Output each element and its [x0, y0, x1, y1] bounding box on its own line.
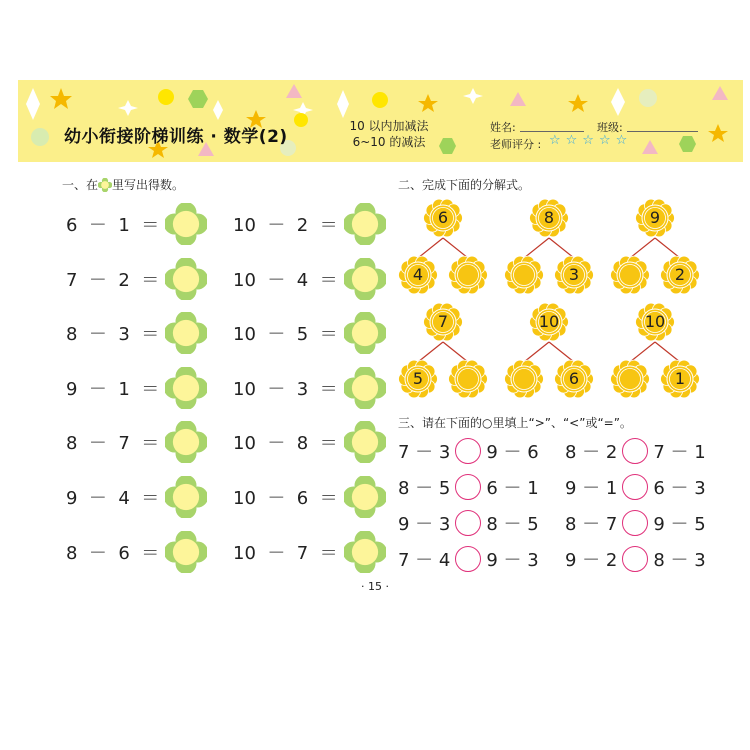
answer-circle[interactable]: [455, 438, 481, 464]
section1-title-prefix: 一、在: [62, 178, 99, 192]
answer-flower[interactable]: [344, 421, 386, 463]
comparison-left: 7 － 4: [398, 550, 451, 571]
answer-circle[interactable]: [622, 546, 648, 572]
comparison-right: 6 － 3: [653, 478, 706, 499]
tree-node-number: 9: [649, 208, 661, 227]
equation-row: [66, 477, 207, 517]
tree-node-number: 10: [538, 312, 560, 331]
subtitle-line1: 10 以内加减法: [349, 119, 429, 133]
equation-text: 9 － 1 ＝: [66, 378, 160, 400]
comparison-row: [398, 508, 539, 538]
equation-row: [66, 368, 207, 408]
equation-row: [66, 532, 207, 572]
comparison-left: 8 － 7: [565, 514, 618, 535]
equation-text: 10 － 6 ＝: [233, 488, 338, 509]
tree-left-node: [398, 359, 438, 399]
tree-node-number: [448, 359, 488, 399]
answer-flower[interactable]: [344, 367, 386, 409]
flower-icon: [98, 178, 112, 192]
section2-title: 二、完成下面的分解式。: [398, 178, 531, 192]
answer-flower[interactable]: [344, 203, 386, 245]
comparison-row: [565, 508, 706, 538]
tree-node-number: [610, 359, 650, 399]
answer-flower[interactable]: [344, 258, 386, 300]
equation-text: 6 － 1 ＝: [66, 215, 160, 236]
comparison-row: [398, 436, 539, 466]
equation-row: [66, 422, 207, 462]
answer-flower[interactable]: [165, 258, 207, 300]
equation-text: 8 － 3 ＝: [66, 324, 160, 346]
name-label: 姓名:: [490, 121, 516, 134]
equation-row: [66, 259, 207, 299]
comparison-right: 6 － 1: [486, 478, 539, 499]
score-label: 老师评分 :: [490, 138, 542, 151]
tree-top-node: [529, 302, 569, 342]
equation-text: 10 － 4 ＝: [233, 269, 338, 291]
comparison-row: [398, 472, 539, 502]
section1-title: [62, 176, 184, 193]
equation-row: [233, 259, 386, 299]
answer-circle[interactable]: [622, 510, 648, 536]
answer-circle[interactable]: [622, 438, 648, 464]
equation-text: 8 － 6 ＝: [66, 542, 160, 564]
answer-flower[interactable]: [165, 476, 207, 518]
tree-left-node[interactable]: [610, 255, 650, 295]
subtitle-line2: 6~10 的减法: [352, 135, 426, 149]
tree-node-number: 5: [412, 369, 424, 388]
class-line[interactable]: [627, 131, 698, 132]
equation-text: 10 － 7 ＝: [233, 542, 338, 564]
tree-node-number: 10: [644, 312, 666, 331]
equation-row: [233, 477, 386, 517]
comparison-row: [398, 544, 539, 574]
page-number: · 15 ·: [361, 580, 389, 593]
tree-node-number: 6: [568, 369, 580, 388]
comparison-right: 9 － 6: [486, 442, 539, 463]
section3-title: 三、请在下面的○里填上“>”、“<”或“=”。: [398, 416, 632, 430]
comparison-left: 9 － 2: [565, 550, 618, 571]
comparison-left: 8 － 5: [398, 478, 451, 499]
comparison-left: 7 － 3: [398, 442, 451, 463]
tree-node-number: 7: [437, 312, 449, 331]
page-title: 幼小衔接阶梯训练 · 数学(2): [64, 127, 288, 147]
tree-right-node[interactable]: [448, 255, 488, 295]
tree-right-node: [660, 255, 700, 295]
answer-flower[interactable]: [165, 203, 207, 245]
tree-node-number: 2: [674, 265, 686, 284]
tree-right-node: [554, 359, 594, 399]
answer-circle[interactable]: [455, 474, 481, 500]
comparison-right: 7 － 1: [653, 442, 706, 463]
comparison-right: 9 － 3: [486, 550, 539, 571]
tree-top-node: [423, 302, 463, 342]
tree-node-number: 1: [674, 369, 686, 388]
answer-flower[interactable]: [165, 312, 207, 354]
tree-left-node[interactable]: [504, 255, 544, 295]
tree-top-node: [423, 198, 463, 238]
tree-node-number: 4: [412, 265, 424, 284]
tree-top-node: [529, 198, 569, 238]
comparison-row: [565, 472, 706, 502]
comparison-row: [565, 544, 706, 574]
answer-flower[interactable]: [344, 531, 386, 573]
tree-right-node: [554, 255, 594, 295]
answer-flower[interactable]: [344, 476, 386, 518]
equation-text: 9 － 4 ＝: [66, 488, 160, 509]
comparison-right: 9 － 5: [653, 514, 706, 535]
answer-circle[interactable]: [455, 510, 481, 536]
equation-row: [233, 204, 386, 244]
answer-circle[interactable]: [622, 474, 648, 500]
section1-title-suffix: 里写出得数。: [112, 178, 185, 192]
tree-left-node: [398, 255, 438, 295]
tree-right-node: [660, 359, 700, 399]
equation-row: [66, 204, 207, 244]
tree-node-number: 3: [568, 265, 580, 284]
class-label: 班级:: [597, 121, 623, 134]
score-stars[interactable]: ☆☆☆☆☆: [549, 133, 633, 148]
comparison-right: 8 － 5: [486, 514, 539, 535]
equation-row: [233, 313, 386, 353]
answer-flower[interactable]: [344, 312, 386, 354]
equation-text: 10 － 2 ＝: [233, 215, 338, 236]
equation-text: 10 － 8 ＝: [233, 433, 338, 455]
tree-node-number: [448, 255, 488, 295]
answer-circle[interactable]: [455, 546, 481, 572]
answer-flower[interactable]: [165, 367, 207, 409]
tree-top-node: [635, 302, 675, 342]
answer-flower[interactable]: [165, 421, 207, 463]
equation-text: 8 － 7 ＝: [66, 433, 160, 455]
comparison-row: [565, 436, 706, 466]
comparison-left: 8 － 2: [565, 442, 618, 463]
tree-left-node[interactable]: [504, 359, 544, 399]
equation-row: [233, 422, 386, 462]
equation-text: 10 － 5 ＝: [233, 324, 338, 346]
tree-node-number: [504, 359, 544, 399]
tree-node-number: 6: [437, 208, 449, 227]
tree-node-number: [504, 255, 544, 295]
tree-top-node: [635, 198, 675, 238]
equation-row: [233, 532, 386, 572]
tree-left-node[interactable]: [610, 359, 650, 399]
equation-text: 7 － 2 ＝: [66, 269, 160, 291]
equation-row: [233, 368, 386, 408]
equation-text: 10 － 3 ＝: [233, 378, 338, 400]
name-line[interactable]: [520, 131, 584, 132]
answer-flower[interactable]: [165, 531, 207, 573]
tree-right-node[interactable]: [448, 359, 488, 399]
tree-node-number: [610, 255, 650, 295]
tree-node-number: 8: [543, 208, 555, 227]
comparison-right: 8 － 3: [653, 550, 706, 571]
comparison-left: 9 － 3: [398, 514, 451, 535]
comparison-left: 9 － 1: [565, 478, 618, 499]
equation-row: [66, 313, 207, 353]
